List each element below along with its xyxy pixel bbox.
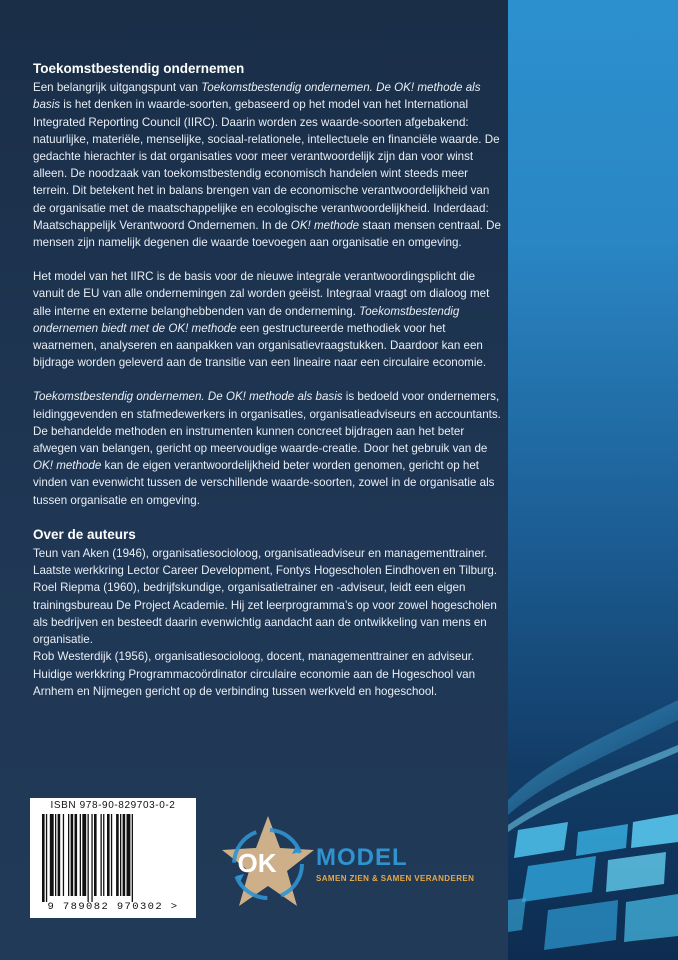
abstract-tiles-graphic	[508, 0, 678, 960]
logo-ok-text: OK	[237, 848, 277, 878]
isbn-label: ISBN 978-90-829703-0-2	[50, 800, 176, 811]
paragraph-1: Een belangrijk uitgangspunt van Toekomstbestendig ondernemen. De OK! methode als basis is het denken in waarde-soorten, gebaseerd op het model van het International Integrated Reporting Council (IIRC). Daarin worden zes waarde-soorten afgebakend: natuurlijke, materiële, menselijke, sociaal-relationele, intellectuele en financiële waarde. De gedachte hierachter is dat organisaties voor meer verantwoordelijk zijn dan voor winst alleen. De noodzaak van toekomstbestendig economisch handelen wint steeds meer terrein. Dit betekent het in balans brengen van de economische verantwoordelijkheid van de organisatie met de maatschappelijke en ecologische verantwoordelijkheid. Inderdaad: Maatschappelijk Verantwoord Ondernemen. In de OK! methode staan mensen centraal. De mensen zijn namelijk degenen die waarde toevoegen aan organisatie en omgeving.	[33, 81, 501, 250]
section-heading-auteurs: Over de auteurs	[33, 526, 136, 542]
isbn-barcode	[30, 798, 196, 918]
section-heading-toekomstbestendig: Toekomstbestendig ondernemen	[33, 61, 245, 76]
paragraph-2: Het model van het IIRC is de basis voor de nieuwe integrale verantwoordingsplicht die vanuit de EU van alle ondernemingen zal worden geëist. Integraal vraagt om dialoog met alle interne en externe belanghebbenden van de onderneming. Toekomstbestendig ondernemen biedt met de OK! methode een gestructureerde methodiek voor het waarnemen, analyseren en aanpakken van organisatievraagstukken. Daardoor kan een bijdrage worden geleverd aan de transitie van een lineaire naar een circulaire economie.	[33, 270, 490, 370]
barcode-digits: 9 789082 970302 >	[47, 901, 179, 913]
back-cover-text	[33, 60, 503, 700]
ok-model-logo	[220, 814, 480, 914]
author-roel: Roel Riepma (1960), bedrijfskundige, organisatietrainer en -adviseur, leidt een eigen trainingsbureau De Project Academie. Hij zet leerprogramma’s op voor zowel hogescholen als bedrijven en besteedt daarin evenwichtig aandacht aan de ontwikkeling van mens en organisatie.	[33, 581, 497, 647]
decorative-blue-strip	[508, 0, 678, 960]
logo-tagline: SAMEN ZIEN & SAMEN VERANDEREN	[316, 874, 475, 883]
author-teun: Teun van Aken (1946), organisatiesocioloog, organisatieadviseur en managementtrainer. Laatste werkkring Lector Career Development, Fontys Hogescholen Eindhoven en Tilburg.	[33, 547, 497, 578]
paragraph-3: Toekomstbestendig ondernemen. De OK! methode als basis is bedoeld voor ondernemers, leidinggevenden en stafmedewerkers in organisaties, organisatieadviseurs en accountants. De behandelde methoden en instrumenten kunnen concreet bijdragen aan het beter afwegen van belangen, gericht op meervoudige waarde-creatie. Door het gebruik van de OK! methode kan de eigen verantwoordelijkheid beter worden genomen, gericht op het vinden van evenwicht tussen de verschillende waarde-soorten, zowel in de organisatie als tussen organisatie en omgeving.	[33, 390, 501, 507]
author-rob: Rob Westerdijk (1956), organisatiesocioloog, docent, managementtrainer en adviseur. Huidige werkkring Programmacoördinator circulaire economie aan de Hogeschool van Arnhem en Nijmegen gericht op de verbinding tussen werkveld en hogeschool.	[33, 650, 476, 698]
logo-model-text: MODEL	[316, 844, 408, 871]
barcode-bars-icon	[42, 814, 184, 902]
